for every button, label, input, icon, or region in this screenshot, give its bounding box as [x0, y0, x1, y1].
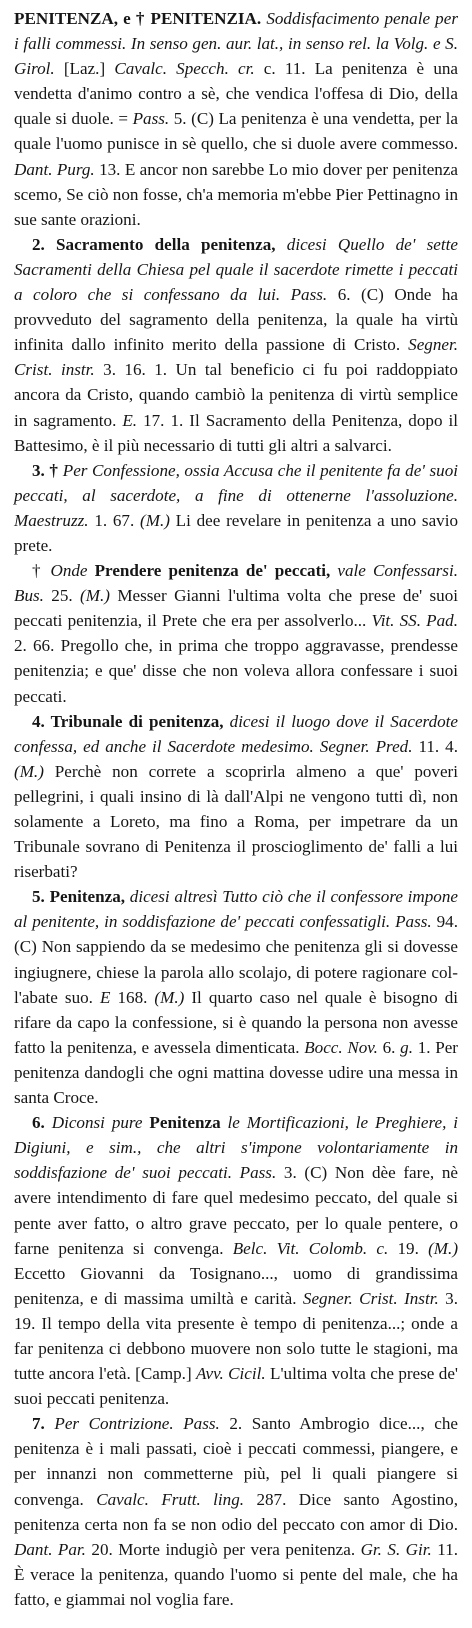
- entry-text-segment: 5. Penitenza,: [32, 887, 130, 907]
- entry-text-segment: Avv. Cicil.: [196, 1364, 271, 1384]
- entry-text-segment: Li dee revelare in penitenza a uno savio prete.: [14, 510, 459, 555]
- entry-text-segment: Onde: [50, 561, 95, 581]
- entry-text-segment: Cavalc. Frutt. ling.: [96, 1489, 257, 1509]
- dictionary-entry-4: [14, 558, 458, 709]
- entry-text-segment: E.: [122, 410, 144, 430]
- entry-text-segment: 25.: [51, 586, 81, 606]
- entry-text-segment: Gr. S. Gir.: [360, 1539, 438, 1559]
- entry-text-segment: 13. E ancor non sarebbe Lo mio dover per penitenza scemo, Se ciò non fosse, ch'a memoria m'ebbe Pier Pettinagno in sue sante orazioni.: [14, 159, 458, 229]
- entry-text-segment: 6.: [32, 1113, 52, 1133]
- entry-text-segment: 5. (C) La penitenza è una vendetta, per la quale l'uomo punisce in sè quello, che si duole avere commesso.: [14, 109, 459, 154]
- entry-text-segment: Per Contrizione. Pass.: [54, 1414, 230, 1434]
- entry-text-segment: 1. Per penitenza dandogli che ogni mattina dovesse udire una messa in santa Croce.: [14, 1037, 459, 1108]
- entry-text-segment: Cavalc. Specch. cr.: [114, 59, 264, 79]
- dictionary-entry-1: [14, 6, 458, 232]
- entry-text-segment: Dant. Par.: [14, 1539, 92, 1559]
- entry-text-segment: Penitenza: [149, 1113, 228, 1133]
- dictionary-entry-5: [14, 709, 458, 885]
- entry-text-segment: (M.): [14, 761, 55, 781]
- entry-text-segment: 17. 1. Il Sacramento della Penitenza, dopo il Battesimo, è il più necessario di tutti gli altri a salvarci.: [14, 410, 458, 455]
- dictionary-entry-8: [14, 1411, 458, 1612]
- entry-text-segment: Dant. Purg.: [14, 159, 100, 179]
- entry-text-segment: 6.: [382, 1037, 401, 1057]
- entry-text-segment: Prendere penitenza de' peccati,: [94, 561, 338, 581]
- entry-text-segment: 20. Morte indugiò per vera penitenza.: [91, 1539, 361, 1559]
- entry-text-segment: Vit. SS. Pad.: [371, 611, 458, 631]
- entry-text-segment: g.: [400, 1037, 418, 1057]
- entry-text-segment: 3. (C) Non dèe fare, nè avere intendimento di fare quel medesimo peccato, del quale si pente aver fatto, o altro grave peccato, per lo quale pentere, o farne penitenza si convenga.: [14, 1163, 458, 1258]
- entry-text-segment: Messer Gianni l'ultima volta che prese de' suoi peccati penitenzia, il Prete che era per assolverlo...: [14, 586, 459, 631]
- entry-text-segment: vale Confessarsi. Bus.: [14, 561, 458, 606]
- dictionary-entry-3: [14, 458, 458, 558]
- entry-text-segment: Perchè non correte a scoprirla almeno a que' poveri pellegrini, i quali insino di là dall'Alpi ne vengono tutti dì, non solamente a Loreto, ma fino a Roma, per impetrare da un Tribunale sovrano di Penitenza il proscioglimento de' falli a lui riserbati?: [14, 761, 458, 882]
- entry-text-segment: [Laz.]: [63, 59, 115, 79]
- entry-text-segment: Bocc. Nov.: [304, 1037, 383, 1057]
- entry-text-segment: 19.: [397, 1238, 429, 1258]
- entry-text-segment: (M.): [428, 1238, 459, 1258]
- entry-text-segment: dicesi Quello de' sette Sacramenti della Chiesa pel quale il sacerdote rimette i peccati a coloro che si confessano da lui. Pass.: [14, 234, 458, 305]
- entry-text-segment: Diconsi pure: [51, 1113, 150, 1133]
- entry-text-segment: (M.): [140, 510, 176, 530]
- entry-text-segment: Per Confessione, ossia Accusa che il penitente fa de' suoi peccati, al sacerdote, a fine di ottenerne l'assoluzione. Maestruzz.: [14, 460, 458, 530]
- entry-text-segment: 7.: [32, 1414, 55, 1434]
- entry-text-segment: Pass.: [132, 109, 174, 129]
- entry-text-segment: 94. (C) Non sappiendo da se medesimo che penitenza gli si dovesse ingiugnere, chiese la parola allo scolajo, di potere ragionare coll'abate suo.: [14, 912, 458, 1007]
- entry-text-segment: c. 11. La penitenza è una vendetta d'animo contro a sè, che vendica l'offesa di Dio, della quale si duole. =: [14, 59, 458, 129]
- dictionary-entry-7: [14, 1110, 458, 1411]
- entry-text-segment: Eccetto Giovanni da Tosignano..., uomo di grandissima penitenza, e di massima umiltà e carità.: [14, 1263, 458, 1308]
- entry-text-segment: 11. 4.: [418, 736, 458, 756]
- entry-text-segment: dicesi il luogo dove il Sacerdote confessa, ed anche il Sacerdote medesimo. Segner. Pred.: [14, 711, 458, 756]
- entry-text-segment: Segner. Crist. instr.: [14, 335, 458, 380]
- dictionary-entry-6: [14, 884, 458, 1110]
- entry-text-segment: †: [32, 561, 51, 581]
- entry-text-segment: 3. †: [32, 460, 63, 480]
- entry-text-segment: Segner. Crist. Instr.: [302, 1288, 446, 1308]
- entry-text-segment: PENITENZA, e † PENITENZIA.: [14, 9, 267, 28]
- entry-text-segment: E: [99, 987, 118, 1007]
- dictionary-entry-2: [14, 232, 458, 458]
- entry-text-segment: le Mortificazioni, le Preghiere, i Digiuni, e sim., che altri s'impone volontariamente in soddisfazione de' suoi peccati. Pass.: [14, 1113, 459, 1183]
- entry-text-segment: dicesi altresì Tutto ciò che il confessore impone al penitente, in soddisfazione de' peccati confessatigli. Pass.: [14, 887, 458, 932]
- entry-text-segment: 2. 66. Pregollo che, in prima che troppo aggravasse, prendesse penitenzia; e que' disse che non voleva allora confessare i suoi peccati.: [14, 636, 458, 706]
- entry-text-segment: 4. Tribunale di penitenza,: [32, 711, 230, 731]
- entry-text-segment: 1. 67.: [94, 510, 141, 530]
- entry-text-segment: Soddisfacimento penale per i falli commessi. In senso gen. aur. lat., in senso rel. la Volg. e S. Girol.: [14, 9, 458, 79]
- entry-text-segment: (M.): [154, 987, 192, 1007]
- entry-text-segment: 3. 19. Il tempo della vita presente è tempo di penitenza...; onde a far penitenza ci debbono muovere non solo tutte le stagioni, ma tutte ancora l'età. [Camp.]: [14, 1288, 458, 1384]
- entry-text-segment: (M.): [80, 586, 118, 606]
- entry-text-segment: 3. 16. 1. Un tal beneficio ci fu poi raddoppiato ancora da Cristo, quando cambiò la penitenza di virtù semplice in sagramento.: [14, 360, 458, 430]
- entry-text-segment: L'ultima volta che prese de' suoi peccati penitenza.: [14, 1364, 458, 1409]
- entry-text-segment: 2. Santo Ambrogio dice..., che penitenza è i mali passati, cioè i peccati commessi, piangere, e per innanzi non commetterne più, pel li quali piangere si convenga.: [14, 1414, 459, 1509]
- entry-text-segment: 287. Dice santo Agostino, penitenza certa non fa se non odio del peccato con amor di Dio.: [14, 1489, 458, 1534]
- entry-text-segment: 11. È verace la penitenza, quando l'uomo si pente del male, che ha fatto, e giammai nol voglia fare.: [14, 1539, 459, 1609]
- entry-text-segment: Belc. Vit. Colomb. c.: [232, 1238, 398, 1258]
- entry-text-segment: 2. Sacramento della penitenza,: [32, 234, 287, 254]
- entry-text-segment: 6. (C) Onde ha provveduto del sagramento della penitenza, la quale ha virtù infinita dallo infinito merito della passione di Cristo.: [14, 285, 459, 355]
- entry-text-segment: Il quarto caso nel quale è bisogno di rifare da capo la confessione, si è quando la persona non avesse fatto la penitenza, e avessela dimenticata.: [14, 987, 459, 1057]
- entry-text-segment: 168.: [117, 987, 155, 1007]
